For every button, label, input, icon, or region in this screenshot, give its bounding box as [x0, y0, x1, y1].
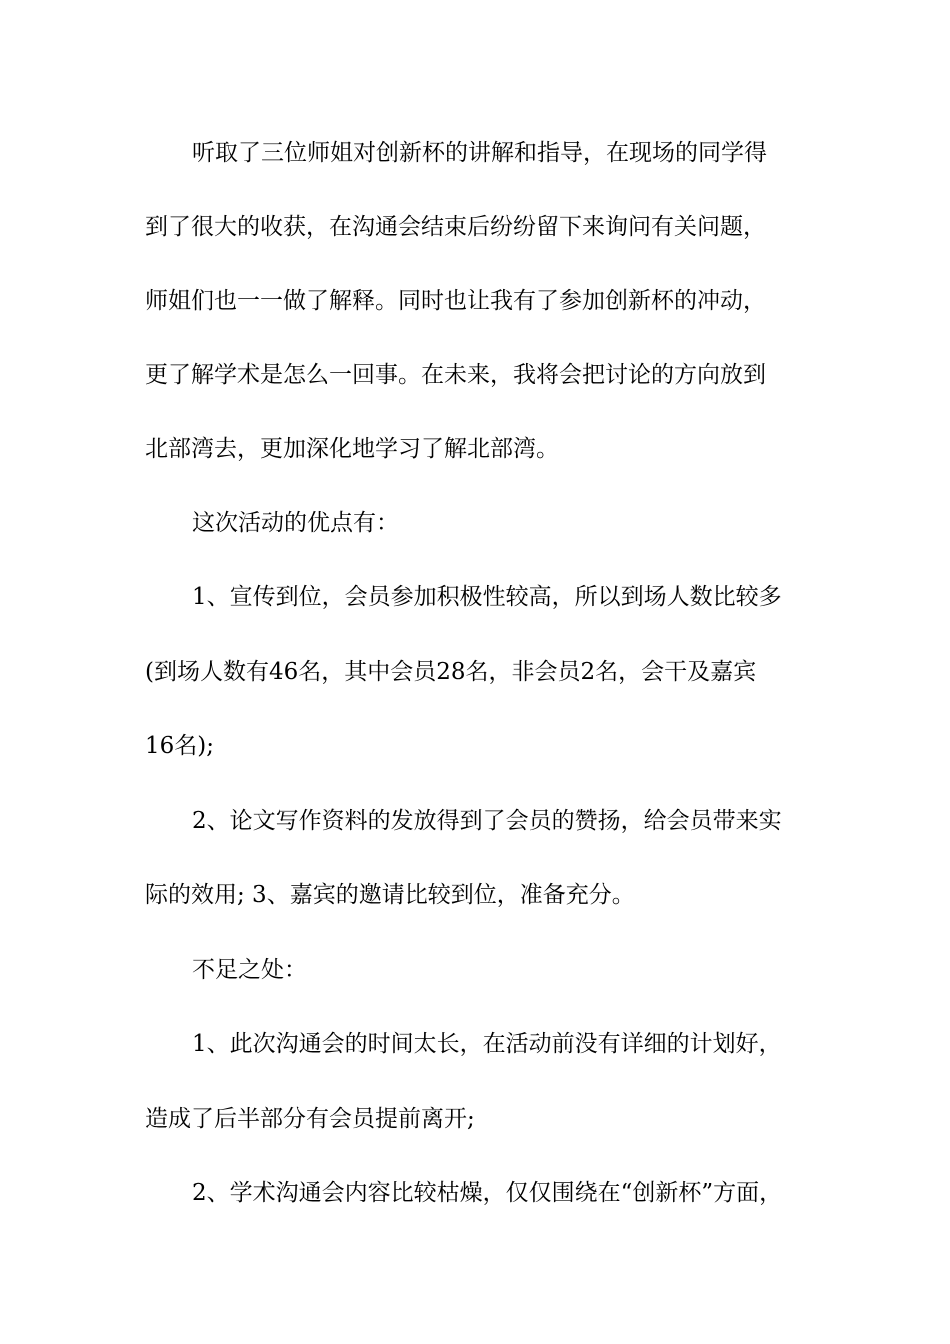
paragraph-line: 这次活动的优点有： [192, 510, 399, 536]
paragraph-line: 北部湾去，更加深化地学习了解北部湾。 [145, 436, 559, 462]
paragraph-line: 16名); [145, 733, 214, 759]
paragraph-line: 更了解学术是怎么一回事。在未来，我将会把讨论的方向放到 [145, 362, 766, 388]
paragraph-line: 到了很大的收获，在沟通会结束后纷纷留下来询问有关问题， [145, 214, 766, 240]
paragraph-line: 2、论文写作资料的发放得到了会员的赞扬，给会员带来实 [192, 808, 782, 834]
paragraph-line: (到场人数有46名，其中会员28名，非会员2名，会干及嘉宾 [145, 659, 757, 685]
paragraph-line: 听取了三位师姐对创新杯的讲解和指导，在现场的同学得 [192, 140, 767, 166]
paragraph-line: 1、宣传到位，会员参加积极性较高，所以到场人数比较多 [192, 584, 782, 610]
paragraph-line: 2、学术沟通会内容比较枯燥，仅仅围绕在“创新杯”方面， [192, 1180, 783, 1206]
paragraph-line: 不足之处： [192, 957, 307, 983]
paragraph-line: 际的效用; 3、嘉宾的邀请比较到位，准备充分。 [145, 882, 635, 908]
paragraph-line: 1、此次沟通会的时间太长，在活动前没有详细的计划好， [192, 1031, 782, 1057]
paragraph-line: 师姐们也一一做了解释。同时也让我有了参加创新杯的冲动， [145, 288, 766, 314]
paragraph-line: 造成了后半部分有会员提前离开; [145, 1106, 475, 1132]
